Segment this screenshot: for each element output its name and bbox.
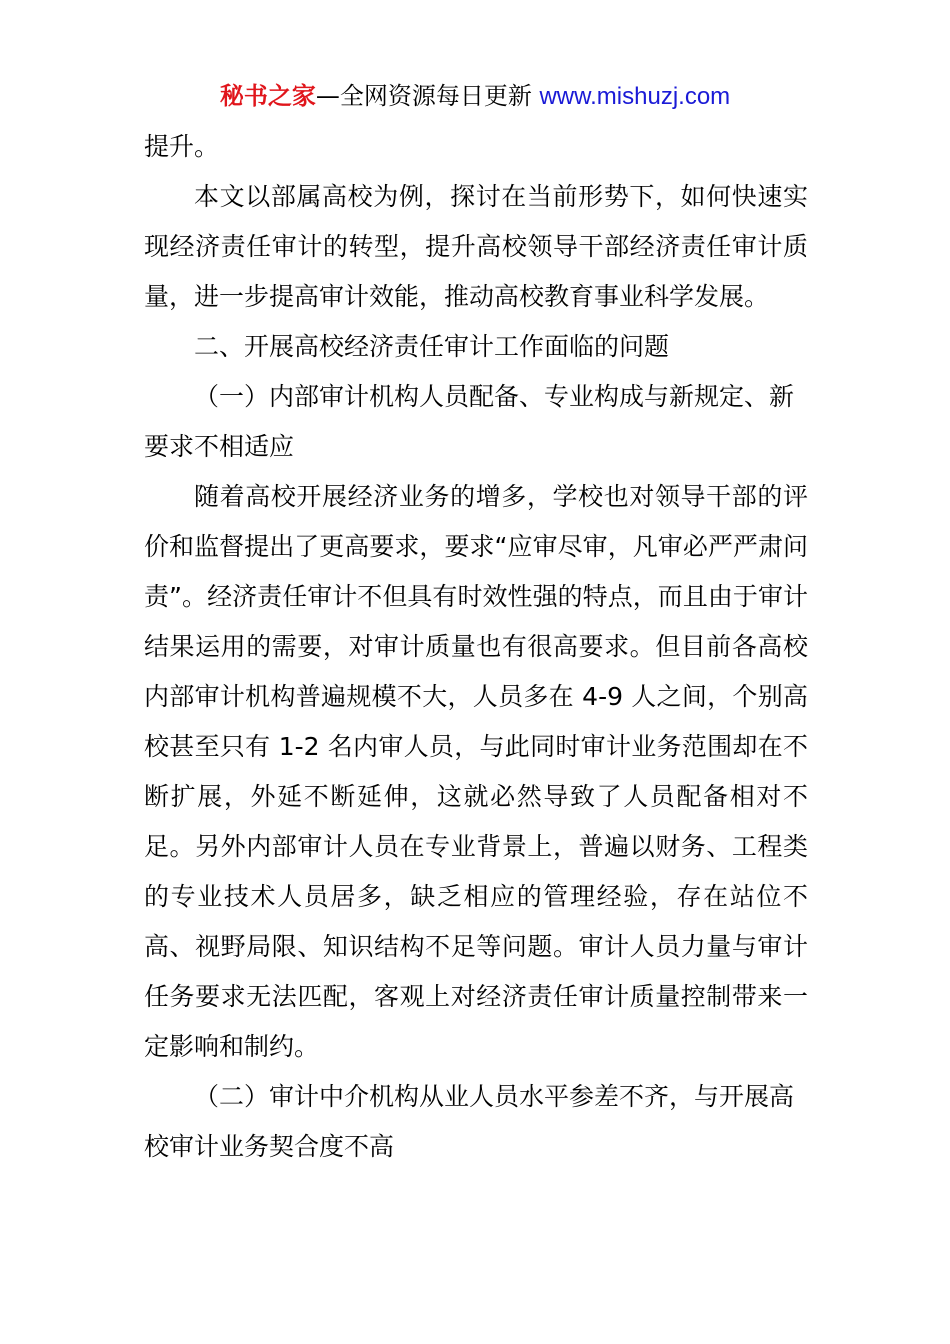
subsection-heading-2: （二）审计中介机构从业人员水平参差不齐，与开展高校审计业务契合度不高 [144,1082,795,1161]
paragraph-continuation: 提升。 [144,132,220,161]
subsection-heading-1: （一）内部审计机构人员配备、专业构成与新规定、新要求不相适应 [144,382,795,461]
site-url-link[interactable]: www.mishuzj.com [539,83,731,110]
paragraph-body: 随着高校开展经济业务的增多，学校也对领导干部的评价和监督提出了更高要求，要求“应审尽审，凡审必严严肃问责”。经济责任审计不但具有时效性强的特点，而且由于审计结果运用的需要，对审计质量也有很高要求。但目前各高校内部审计机构普遍规模不大，人员多在 4-9 人之间，个别高校甚至只有 1-2 名内审人员，与此同时审计业务范围却在不断扩展，外延不断延伸，这就必然导致了人员配备相对不足。另外内部审计人员在专业背景上，普遍以财务、工程类的专业技术人员居多，缺乏相应的管理经验，存在站位不高、视野局限、知识结构不足等问题。审计人员力量与审计任务要求无法匹配，客观上对经济责任审计质量控制带来一定影响和制约。 [144,482,808,1061]
section-heading: 二、开展高校经济责任审计工作面临的问题 [194,332,670,361]
header-tagline: —全网资源每日更新 [315,82,540,110]
paragraph-intro: 本文以部属高校为例，探讨在当前形势下，如何快速实现经济责任审计的转型，提升高校领导干部经济责任审计质量，进一步提高审计效能，推动高校教育事业科学发展。 [144,182,808,311]
document-body [144,122,808,1172]
page-header [0,80,950,113]
brand-name: 秘书之家 [219,82,316,110]
